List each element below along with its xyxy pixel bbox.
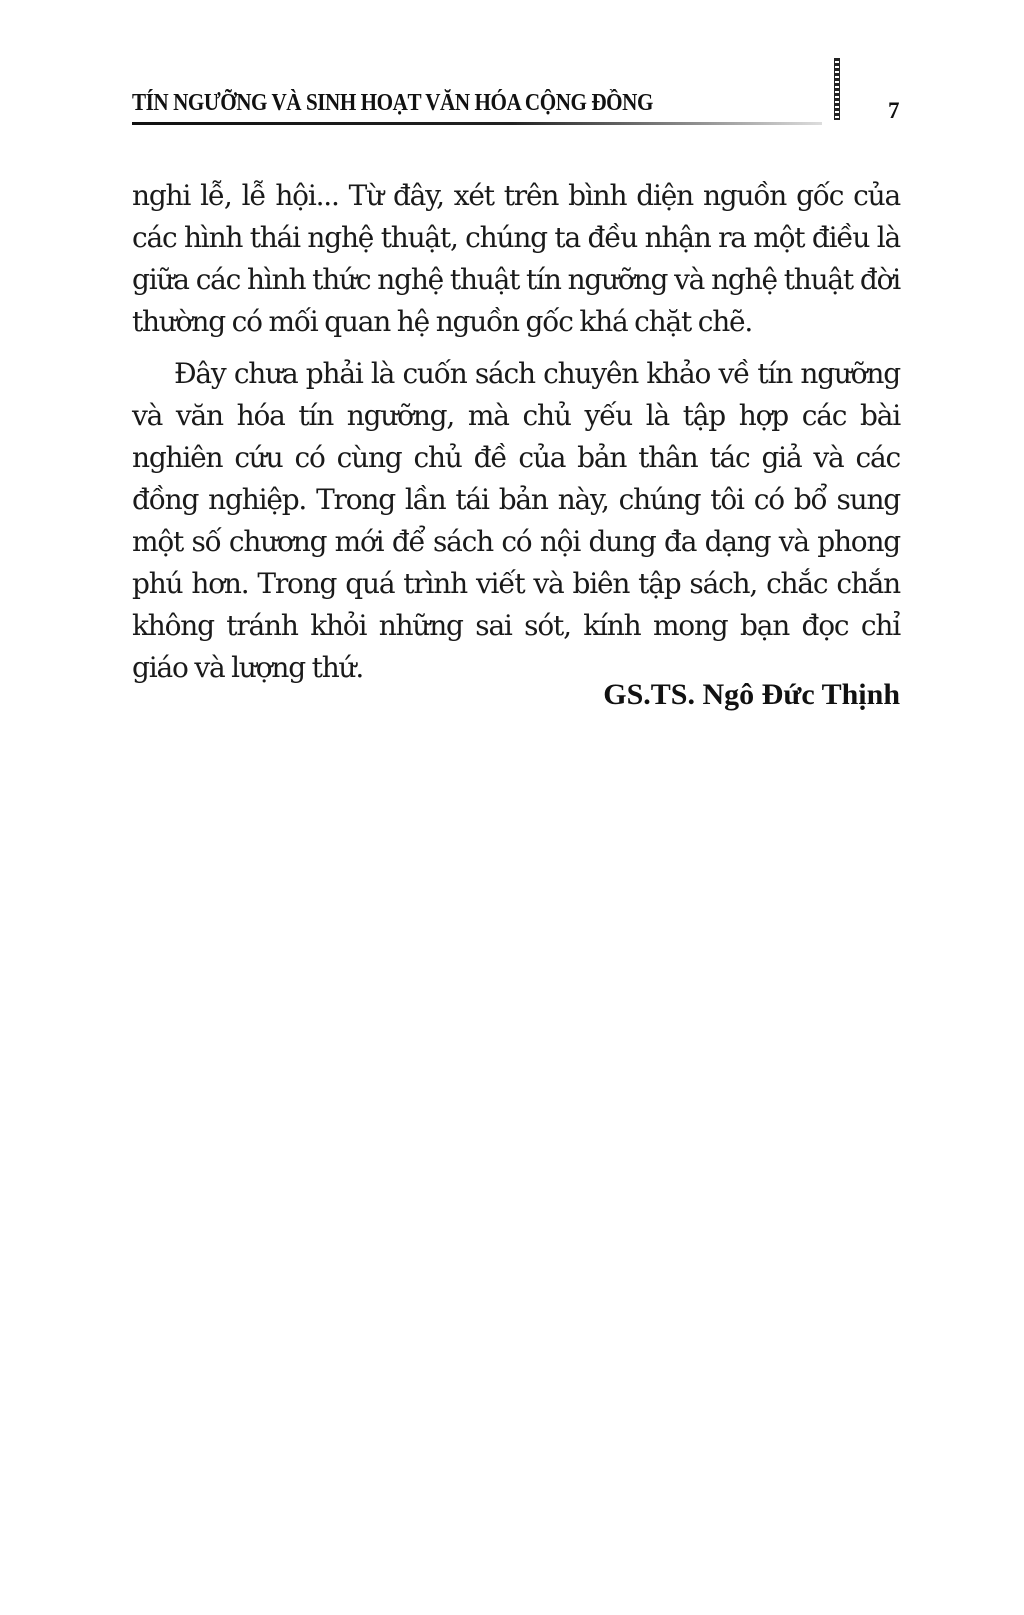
body-text	[132, 175, 900, 689]
author-signature: GS.TS. Ngô Đức Thịnh	[603, 678, 900, 711]
decorative-ornament-bar	[834, 58, 840, 120]
page-number: 7	[888, 98, 900, 123]
header-rule-divider	[132, 122, 822, 125]
paragraph-preface-note: Đây chưa phải là cuốn sách chuyên khảo về tín ngưỡng và văn hóa tín ngưỡng, mà chủ yếu là tập hợp các bài nghiên cứu có cùng chủ đề của bản thân tác giả và các đồng nghiệp. Trong lần tái bản này, chúng tôi có bổ sung một số chương mới để sách có nội dung đa dạng và phong phú hơn. Trong quá trình viết và biên tập sách, chắc chắn không tránh khỏi những sai sót, kính mong bạn đọc chỉ giáo và lượng thứ.	[132, 357, 900, 684]
running-header-title: TÍN NGƯỠNG VÀ SINH HOẠT VĂN HÓA CỘNG ĐỒNG	[132, 90, 653, 116]
running-header	[132, 88, 822, 128]
paragraph-continued: nghi lễ, lễ hội... Từ đây, xét trên bình diện nguồn gốc của các hình thái nghệ thuật, chúng ta đều nhận ra một điều là giữa các hình thức nghệ thuật tín ngưỡng và nghệ thuật đời thường có mối quan hệ nguồn gốc khá chặt chẽ.	[132, 179, 900, 338]
